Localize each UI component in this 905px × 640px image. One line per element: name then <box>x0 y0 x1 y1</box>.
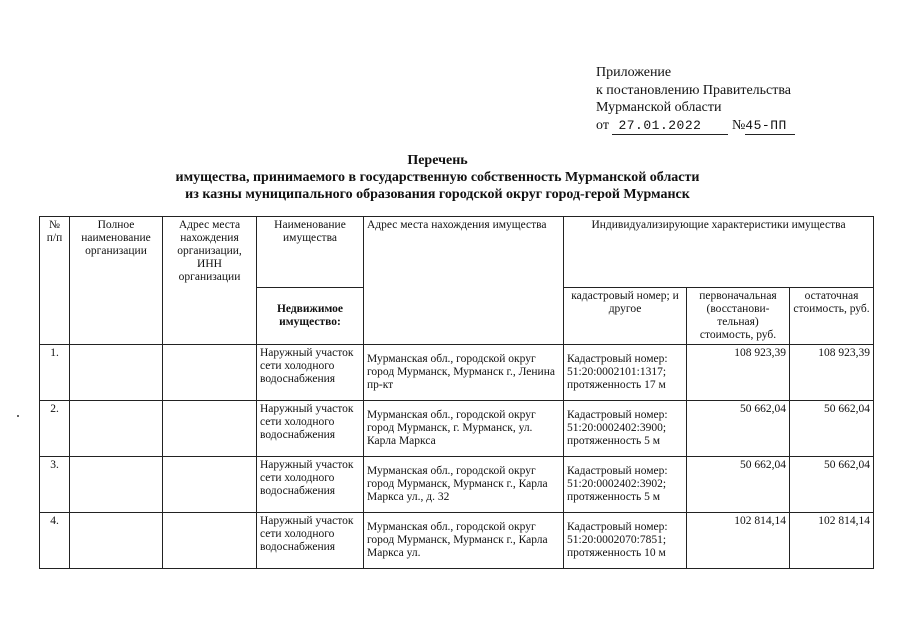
appendix-title: Приложение <box>596 65 672 80</box>
table-row <box>40 401 874 457</box>
row-property-name: Наружный участок сети холодного водоснабжения <box>257 345 364 401</box>
appendix-date-line <box>596 117 795 136</box>
row-org-name <box>70 513 163 569</box>
heading-line-3: из казны муниципального образования городской округ город-герой Мурманск <box>185 187 690 202</box>
property-table <box>39 216 874 569</box>
row-cadastral: Кадастровый номер: 51:20:0002402:3902; протяженность 5 м <box>564 457 687 513</box>
table-header-row <box>40 217 874 288</box>
row-num: 4. <box>40 513 70 569</box>
row-num: 1. <box>40 345 70 401</box>
row-residual-cost: 102 814,14 <box>790 513 874 569</box>
date-field <box>612 117 728 136</box>
row-initial-cost: 102 814,14 <box>687 513 790 569</box>
scan-speck <box>17 415 19 417</box>
heading-title: Перечень <box>407 153 468 168</box>
row-property-name: Наружный участок сети холодного водоснабжения <box>257 513 364 569</box>
table-row <box>40 457 874 513</box>
date-prefix: от <box>596 117 609 133</box>
row-org-address <box>163 345 257 401</box>
heading-line-2: имущества, принимаемого в государственную собственность Мурманской области <box>175 170 700 185</box>
header-property-name: Наименование имущества <box>257 217 364 288</box>
table-row <box>40 345 874 401</box>
header-num: № п/п <box>40 217 70 345</box>
row-property-name: Наружный участок сети холодного водоснабжения <box>257 401 364 457</box>
section-real-estate: Недвижимое имущество: <box>257 288 364 345</box>
document-heading <box>150 152 725 203</box>
header-initial-cost: первоначальная (восстанови-тельная) стоимость, руб. <box>687 288 790 345</box>
property-table-wrap <box>39 216 874 569</box>
header-property-address: Адрес места нахождения имущества <box>364 217 564 345</box>
row-org-address <box>163 457 257 513</box>
header-residual-cost: остаточная стоимость, руб. <box>790 288 874 345</box>
row-property-address: Мурманская обл., городской округ город Мурманск, г. Мурманск, ул. Карла Маркса <box>364 401 564 457</box>
row-cadastral: Кадастровый номер: 51:20:0002402:3900; протяженность 5 м <box>564 401 687 457</box>
table-row <box>40 513 874 569</box>
header-characteristics: Индивидуализирующие характеристики имущества <box>564 217 874 288</box>
row-num: 2. <box>40 401 70 457</box>
row-residual-cost: 50 662,04 <box>790 457 874 513</box>
row-org-name <box>70 401 163 457</box>
number-value: 45-ПП <box>745 117 787 133</box>
row-property-address: Мурманская обл., городской округ город Мурманск, Мурманск г., Ленина пр-кт <box>364 345 564 401</box>
header-org-address: Адрес места нахождения организации, ИНН организации <box>163 217 257 345</box>
row-property-address: Мурманская обл., городской округ город Мурманск, Мурманск г., Карла Маркса ул. <box>364 513 564 569</box>
header-org-name: Полное наименование организации <box>70 217 163 345</box>
appendix-decree-line: к постановлению Правительства <box>596 82 792 98</box>
row-initial-cost: 50 662,04 <box>687 401 790 457</box>
row-residual-cost: 50 662,04 <box>790 401 874 457</box>
row-initial-cost: 50 662,04 <box>687 457 790 513</box>
number-field <box>745 117 795 136</box>
row-org-address <box>163 513 257 569</box>
row-cadastral: Кадастровый номер: 51:20:0002101:1317; протяженность 17 м <box>564 345 687 401</box>
header-cadastral: кадастровый номер; и другое <box>564 288 687 345</box>
row-property-name: Наружный участок сети холодного водоснабжения <box>257 457 364 513</box>
row-initial-cost: 108 923,39 <box>687 345 790 401</box>
date-value: 27.01.2022 <box>618 117 702 133</box>
row-org-name <box>70 345 163 401</box>
appendix-block <box>596 64 795 135</box>
row-cadastral: Кадастровый номер: 51:20:0002070:7851; протяженность 10 м <box>564 513 687 569</box>
row-residual-cost: 108 923,39 <box>790 345 874 401</box>
number-prefix: № <box>731 117 746 133</box>
appendix-region-line: Мурманской области <box>596 100 722 115</box>
row-org-name <box>70 457 163 513</box>
row-org-address <box>163 401 257 457</box>
row-property-address: Мурманская обл., городской округ город Мурманск, Мурманск г., Карла Маркса ул., д. 32 <box>364 457 564 513</box>
row-num: 3. <box>40 457 70 513</box>
